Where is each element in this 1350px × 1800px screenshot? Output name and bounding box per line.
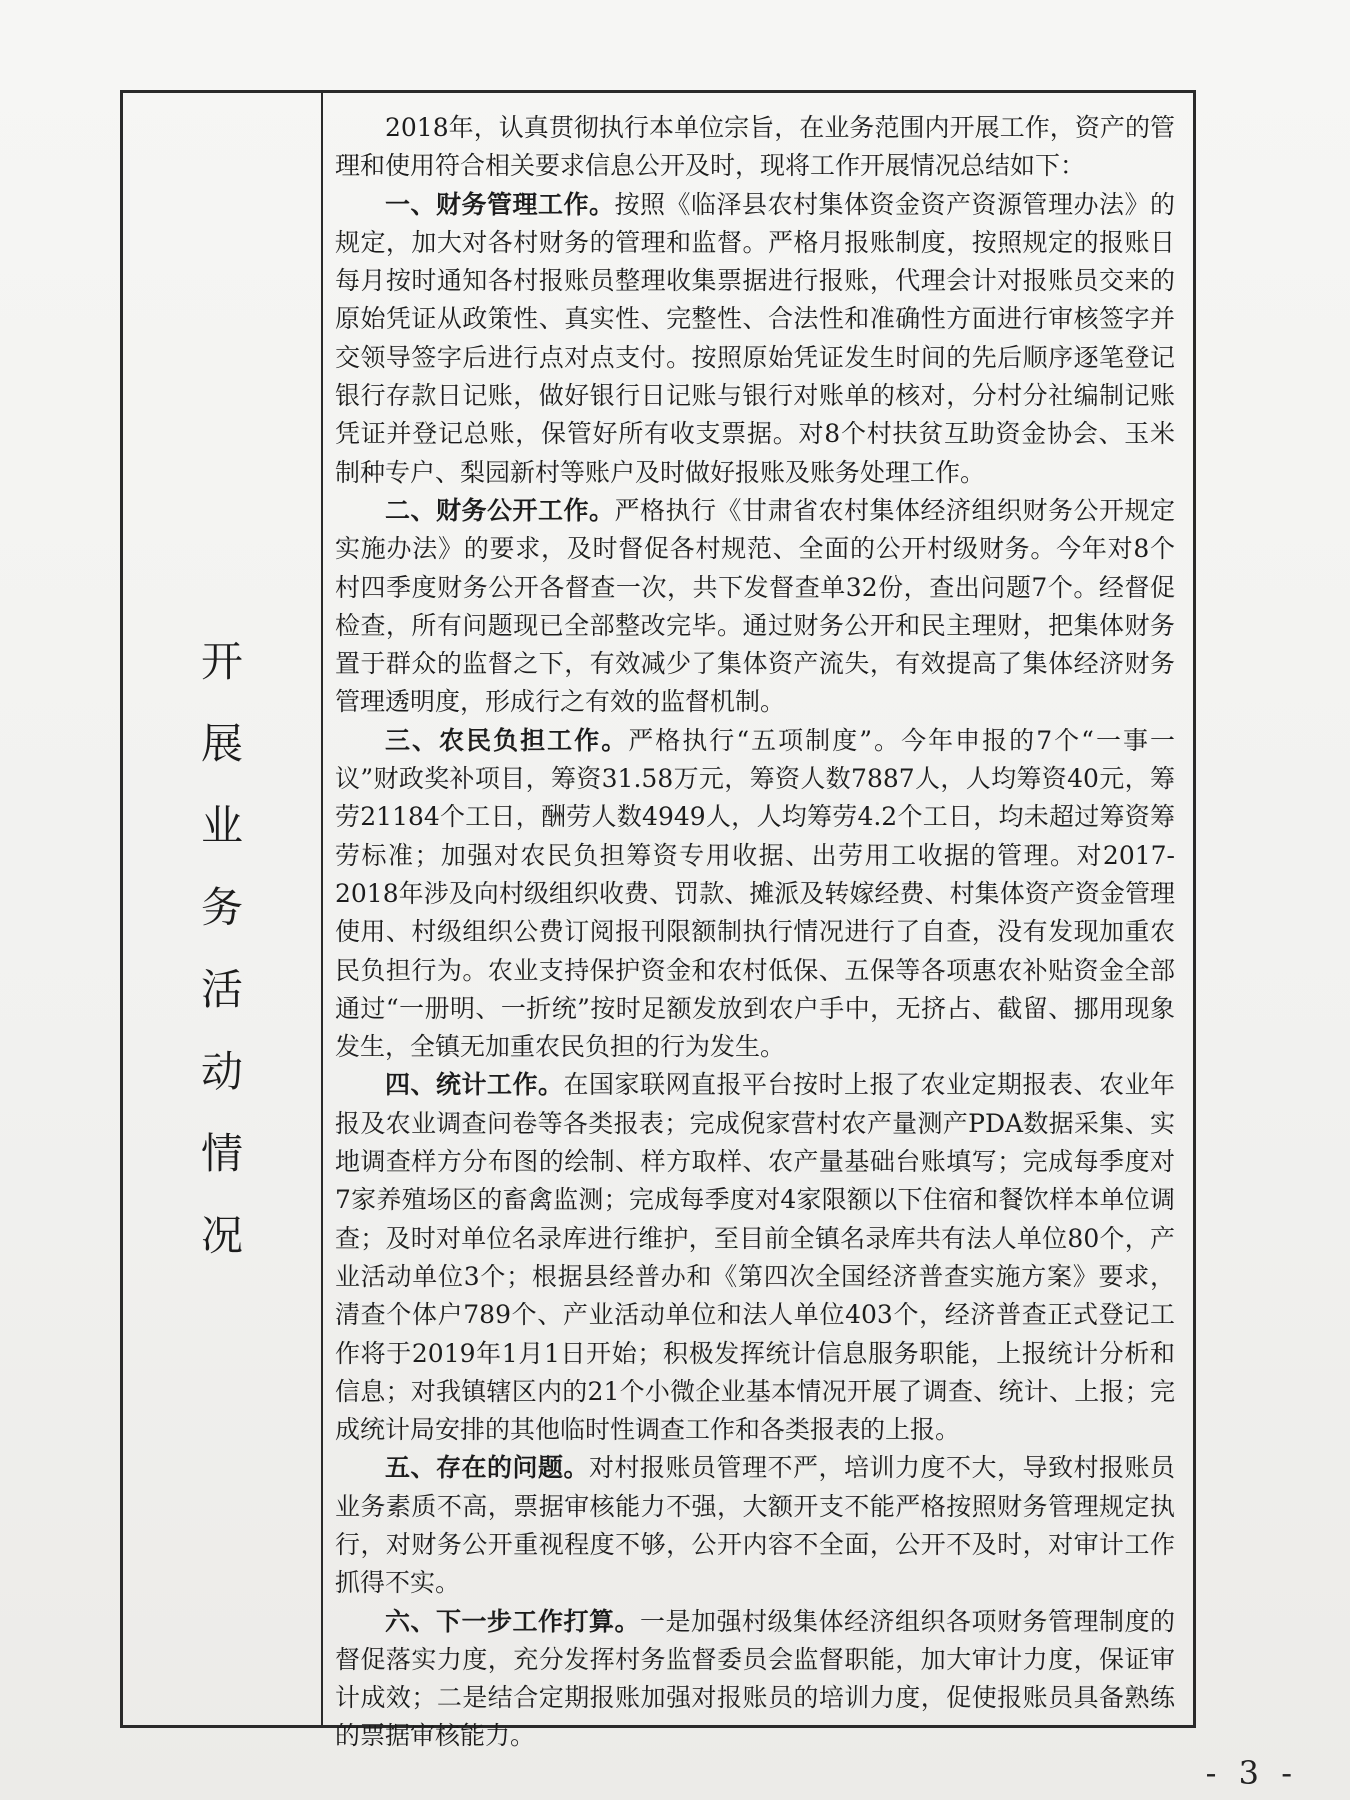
intro-paragraph: 2018年，认真贯彻执行本单位宗旨，在业务范围内开展工作，资产的管理和使用符合相关要求信息公开及时，现将工作开展情况总结如下：	[335, 113, 1175, 181]
section-body: 在国家联网直报平台按时上报了农业定期报表、农业年报及农业调查问卷等各类报表；完成倪家营村农产量测产PDA数据采集、实地调查样方分布图的绘制、样方取样、农产量基础台账填写；完成每季度对7家养殖场区的畜禽监测；完成每季度对4家限额以下住宿和餐饮样本单位调查；及时对单位名录库进行维护，至目前全镇名录库共有法人单位80个，产业活动单位3个；根据县经普办和《第四次全国经济普查实施方案》要求，清查个体户789个、产业活动单位和法人单位403个，经济普查正式登记工作将于2019年1月1日开始；积极发挥统计信息服务职能，上报统计分析和信息；对我镇辖区内的21个小微企业基本情况开展了调查、统计、上报；完成统计局安排的其他临时性调查工作和各类报表的上报。	[335, 1070, 1175, 1445]
section-statistics	[335, 1066, 1175, 1449]
section-body: 严格执行“五项制度”。今年申报的7个“一事一议”财政奖补项目，筹资31.58万元，筹资人数7887人，人均筹资40元，筹劳21184个工日，酬劳人数4949人，人均筹劳4.2个工日，均未超过筹资筹劳标准；加强对农民负担筹资专用收据、出劳用工收据的管理。对2017-2018年涉及向村级组织收费、罚款、摊派及转嫁经费、村集体资产资金管理使用、村级组织公费订阅报刊限额制执行情况进行了自查，没有发现加重农民负担行为。农业支持保护资金和农村低保、五保等各项惠农补贴资金全部通过“一册明、一折统”按时足额发放到农户手中，无挤占、截留、挪用现象发生，全镇无加重农民负担的行为发生。	[335, 725, 1175, 1062]
section-heading: 三、农民负担工作。	[385, 725, 629, 755]
section-heading: 六、下一步工作打算。	[385, 1606, 640, 1636]
row-title-char: 情	[200, 1129, 243, 1178]
section-body: 对村报账员管理不严，培训力度不大，导致村报账员业务素质不高，票据审核能力不强，大额开支不能严格按照财务管理规定执行，对财务公开重视程度不够，公开内容不全面，公开不及时，对审计工作抓得不实。	[335, 1453, 1175, 1598]
row-title-char: 业	[200, 801, 243, 850]
section-next-steps	[335, 1603, 1175, 1756]
section-existing-problems	[335, 1449, 1175, 1602]
section-body: 严格执行《甘肃省农村集体经济组织财务公开规定实施办法》的要求，及时督促各村规范、全面的公开村级财务。今年对8个村四季度财务公开各督查一次，共下发督查单32份，查出问题7个。经督促检查，所有问题现已全部整改完毕。通过财务公开和民主理财，把集体财务置于群众的监督之下，有效减少了集体资产流失，有效提高了集体经济财务管理透明度，形成行之有效的监督机制。	[335, 495, 1175, 717]
table-left-column	[123, 93, 323, 1725]
table-content-column	[323, 93, 1193, 1751]
report-table	[120, 90, 1196, 1751]
section-heading: 四、统计工作。	[385, 1070, 564, 1100]
section-heading: 一、财务管理工作。	[385, 189, 615, 219]
row-title-char: 动	[200, 1047, 243, 1096]
section-financial-disclosure	[335, 492, 1175, 722]
section-heading: 二、财务公开工作。	[385, 495, 615, 525]
row-title-char: 况	[200, 1211, 243, 1260]
row-title-char: 务	[200, 883, 243, 932]
row-title-char: 展	[200, 719, 243, 768]
page-number: - 3 -	[1205, 1754, 1298, 1792]
section-body: 一是加强村级集体经济组织各项财务管理制度的督促落实力度，充分发挥村务监督委员会监督职能，加大审计力度，保证审计成效；二是结合定期报账加强对报账员的培训力度，促使报账员具备熟练的票据审核能力。	[335, 1606, 1175, 1751]
row-title-char: 开	[200, 637, 243, 686]
section-heading: 五、存在的问题。	[385, 1453, 589, 1483]
section-farmer-burden	[335, 722, 1175, 1067]
row-title-vertical	[201, 632, 243, 1266]
section-financial-management	[335, 186, 1175, 492]
row-title-char: 活	[200, 965, 243, 1014]
section-body: 按照《临泽县农村集体资金资产资源管理办法》的规定，加大对各村财务的管理和监督。严格月报账制度，按照规定的报账日每月按时通知各村报账员整理收集票据进行报账，代理会计对报账员交来的原始凭证从政策性、真实性、完整性、合法性和准确性方面进行审核签字并交领导签字后进行点对点支付。按照原始凭证发生时间的先后顺序逐笔登记银行存款日记账，做好银行日记账与银行对账单的核对，分村分社编制记账凭证并登记总账，保管好所有收支票据。对8个村扶贫互助资金协会、玉米制种专户、梨园新村等账户及时做好报账及账务处理工作。	[335, 189, 1175, 487]
